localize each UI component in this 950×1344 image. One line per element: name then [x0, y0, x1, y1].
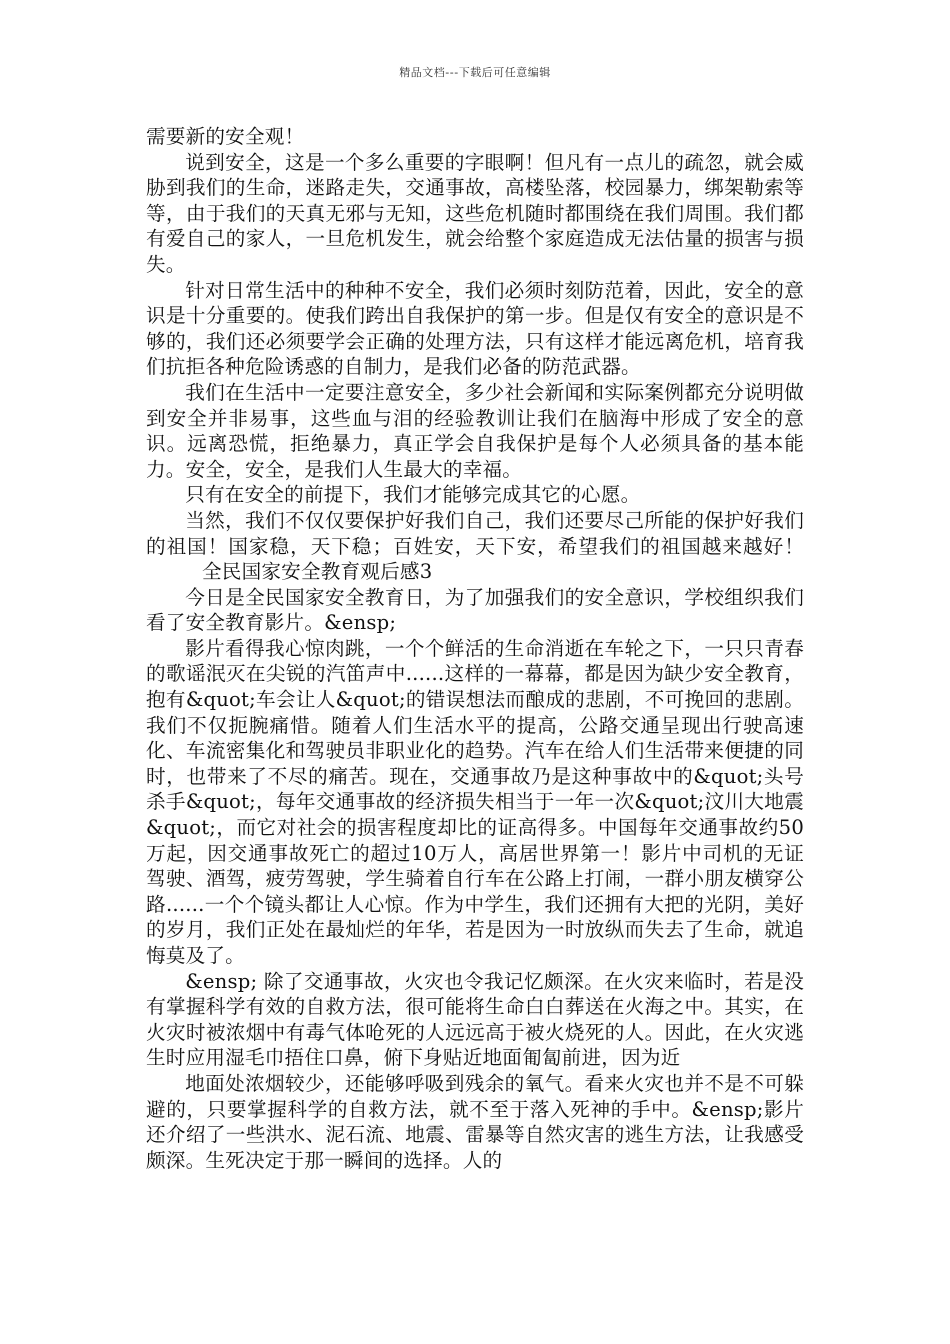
paragraph-traffic-accidents: 影片看得我心惊肉跳，一个个鲜活的生命消逝在车轮之下，一只只青春的歌谣泯灭在尖锐的汽笛声中......这样的一幕幕，都是因为缺少安全教育，抱有&quot;车会让人&quot;的错误想法而酿成的悲剧，不可挽回的悲剧。我们不仅扼腕痛惜。随着人们生活水平的提高，公路交通呈现出行驶高速化、车流密集化和驾驶员非职业化的趋势。汽车在给人们生活带来便捷的同时，也带来了不尽的痛苦。现在，交通事故乃是这种事故中的&quot;头号杀手&quot;，每年交通事故的经济损失相当于一年一次&quot;汶川大地震&quot;，而它对社会的损害程度却比的证高得多。中国每年交通事故约50万起，因交通事故死亡的超过10万人，高居世界第一！影片中司机的无证驾驶、酒驾，疲劳驾驶，学生骑着自行车在公路上打闹，一群小朋友横穿公路......一个个镜头都让人心惊。作为中学生，我们还拥有大把的光阴，美好的岁月，我们正处在最灿烂的年华，若是因为一时放纵而失去了生命，就追悔莫及了。 — [146, 636, 804, 967]
paragraph-protect-country-text: 当然，我们不仅仅要保护好我们自己，我们还要尽己所能的保护好我们的祖国！国家稳，天下稳；百姓安，天下安，希望我们的祖国越来越好！ — [146, 508, 804, 558]
document-body — [146, 124, 804, 1173]
paragraph-education-day: 今日是全民国家安全教育日，为了加强我们的安全意识，学校组织我们看了安全教育影片。&ensp; — [146, 585, 804, 635]
paragraph-natural-disasters: 地面处浓烟较少，还能够呼吸到残余的氧气。看来火灾也并不是不可躲避的，只要掌握科学的自救方法，就不至于落入死神的手中。&ensp;影片还介绍了一些洪水、泥石流、地震、雷暴等自然灾害的逃生方法，让我感受颇深。生死决定于那一瞬间的选择。人的 — [146, 1071, 804, 1172]
page-header: 精品文档---下载后可任意编辑 — [399, 66, 551, 79]
paragraph-daily-life-safety: 我们在生活中一定要注意安全，多少社会新闻和实际案例都充分说明做到安全并非易事，这些血与泪的经验教训让我们在脑海中形成了安全的意识。远离恐慌，拒绝暴力，真正学会自我保护是每个人必须具备的基本能力。安全，安全，是我们人生最大的幸福。 — [146, 380, 804, 481]
paragraph-safety-awareness: 针对日常生活中的种种不安全，我们必须时刻防范着，因此，安全的意识是十分重要的。使我们跨出自我保护的第一步。但是仅有安全的意识是不够的，我们还必须要学会正确的处理方法，只有这样才能远离危机，培育我们抗拒各种危险诱惑的自制力，是我们必备的防范武器。 — [146, 278, 804, 379]
paragraph-opening-line: 需要新的安全观！ — [146, 125, 305, 148]
section-heading-3: 全民国家安全教育观后感3 — [202, 560, 433, 584]
paragraph-fire-safety: &ensp; 除了交通事故，火灾也令我记忆颇深。在火灾来临时，若是没有掌握科学有效的自救方法，很可能将生命白白葬送在火海之中。其实，在火灾时被浓烟中有毒气体呛死的人远远高于被火烧死的人。因此，在火灾逃生时应用湿毛巾捂住口鼻，俯下身贴近地面匍匐前进，因为近 — [146, 969, 804, 1070]
paragraph-protect-country — [146, 508, 804, 585]
paragraph-importance-of-safety: 说到安全，这是一个多么重要的字眼啊！但凡有一点儿的疏忽，就会威胁到我们的生命，迷路走失，交通事故，高楼坠落，校园暴力，绑架勒索等等，由于我们的天真无邪与无知，这些危机随时都围绕在我们周围。我们都有爱自己的家人，一旦危机发生，就会给整个家庭造成无法估量的损害与损失。 — [146, 150, 804, 276]
paragraph-safety-premise: 只有在安全的前提下，我们才能够完成其它的心愿。 — [185, 483, 641, 507]
